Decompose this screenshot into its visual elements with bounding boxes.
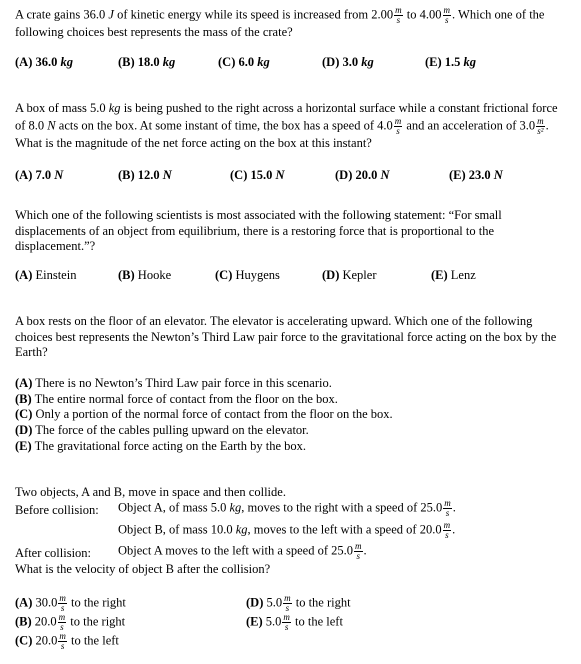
q5-option-a[interactable]: (A) 30.0 $\frac{m}{s}$ to the right bbox=[15, 593, 126, 613]
q4-option-b[interactable]: (B) The entire normal force of contact from the floor on the box. bbox=[15, 391, 338, 406]
question-2-stem: A box of mass 5.0 kg is being pushed to the right across a horizontal surface while a constant frictional force of 8.0 N acts on the box. At some instant of time, the box has a speed of 4.0 $\frac{m}{s}$ and an acceleration of 3.0 $\frac{m}{\text{s²}}$ . What is the magnitude of the net force acting on the box at this instant? bbox=[15, 101, 558, 150]
q5-intro: Two objects, A and B, move in space and then collide. bbox=[15, 485, 286, 499]
q5-before-label: Before collision: bbox=[15, 503, 99, 517]
q3-option-a[interactable]: (A) Einstein bbox=[15, 268, 77, 282]
q1-option-d[interactable]: (D) 3.0 kg bbox=[322, 55, 374, 69]
fraction: $\frac{m}{s}$ bbox=[283, 612, 290, 632]
question-4 bbox=[15, 314, 571, 361]
fraction: $\frac{m}{s}$ bbox=[59, 593, 66, 613]
fraction: $\frac{m}{s}$ bbox=[59, 631, 66, 651]
fraction: $\frac{m}{s}$ bbox=[284, 593, 291, 613]
q5-option-e[interactable]: (E) 5.0 $\frac{m}{s}$ to the left bbox=[246, 612, 343, 632]
q2-option-c[interactable]: (C) 15.0 N bbox=[230, 168, 285, 182]
question-4-options bbox=[15, 376, 571, 454]
question-1-stem: A crate gains 36.0 J of kinetic energy while its speed is increased from 2.00 $\frac{m}{s}$ to 4.00 $\frac{m}{s}$ . Which one of the following choices best represents the mass of the crate? bbox=[15, 5, 545, 39]
q3-option-c[interactable]: (C) Huygens bbox=[215, 268, 280, 282]
q3-option-b[interactable]: (B) Hooke bbox=[118, 268, 172, 282]
fraction: $\frac{m}{s}$ bbox=[443, 520, 451, 540]
question-3-stem: Which one of the following scientists is most associated with the following statement: “For small displacements of an object from equilibrium, there is a restoring force that is proportional to the displacement.”? bbox=[15, 208, 502, 254]
q5-option-c[interactable]: (C) 20.0 $\frac{m}{s}$ to the left bbox=[15, 631, 119, 651]
q5-object-a-line: Object A, of mass 5.0 kg, moves to the right with a speed of 25.0 $\frac{m}{s}$ . bbox=[118, 498, 456, 518]
q5-question: What is the velocity of object B after the collision? bbox=[15, 562, 271, 576]
q2-option-a[interactable]: (A) 7.0 N bbox=[15, 168, 64, 182]
q2-option-e[interactable]: (E) 23.0 N bbox=[449, 168, 503, 182]
fraction: $\frac{m}{s}$ bbox=[444, 498, 451, 518]
q2-option-d[interactable]: (D) 20.0 N bbox=[335, 168, 390, 182]
q5-after-line: Object A moves to the left with a speed of 25.0 $\frac{m}{s}$ . bbox=[118, 541, 367, 561]
question-1 bbox=[15, 6, 571, 41]
q5-option-b[interactable]: (B) 20.0 $\frac{m}{s}$ to the right bbox=[15, 612, 126, 632]
fraction: $\frac{m}{s}$ bbox=[394, 115, 402, 136]
question-3 bbox=[15, 208, 571, 255]
fraction: $\frac{m}{s}$ bbox=[395, 5, 402, 25]
q1-option-c[interactable]: (C) 6.0 kg bbox=[218, 55, 270, 69]
q1-option-a[interactable]: (A) 36.0 kg bbox=[15, 55, 73, 69]
q1-option-e[interactable]: (E) 1.5 kg bbox=[425, 55, 477, 69]
q4-option-c[interactable]: (C) Only a portion of the normal force of contact from the floor on the box. bbox=[15, 407, 393, 422]
q2-option-b[interactable]: (B) 12.0 N bbox=[118, 168, 172, 182]
fraction: $\frac{m}{\text{s²}}$ bbox=[537, 115, 544, 136]
fraction: $\frac{m}{s}$ bbox=[355, 541, 362, 561]
q1-option-b[interactable]: (B) 18.0 kg bbox=[118, 55, 176, 69]
q3-option-e[interactable]: (E) Lenz bbox=[431, 268, 476, 282]
q4-option-a[interactable]: (A) There is no Newton’s Third Law pair force in this scenario. bbox=[15, 376, 332, 390]
q4-option-e[interactable]: (E) The gravitational force acting on the Earth by the box. bbox=[15, 438, 307, 453]
q5-after-label: After collision: bbox=[15, 546, 92, 560]
question-4-stem: A box rests on the floor of an elevator. The elevator is accelerating upward. Which one of the following choices best represents the Newton’s Third Law pair force to the gravitational force acting on the box by the Earth? bbox=[15, 314, 557, 360]
question-2 bbox=[15, 101, 571, 151]
q3-option-d[interactable]: (D) Kepler bbox=[322, 268, 377, 282]
fraction: $\frac{m}{s}$ bbox=[58, 612, 66, 632]
q5-option-d[interactable]: (D) 5.0 $\frac{m}{s}$ to the right bbox=[246, 593, 351, 613]
fraction: $\frac{m}{s}$ bbox=[443, 5, 451, 25]
q5-object-b-line: Object B, of mass 10.0 kg, moves to the left with a speed of 20.0 $\frac{m}{s}$ . bbox=[118, 520, 456, 540]
q4-option-d[interactable]: (D) The force of the cables pulling upward on the elevator. bbox=[15, 422, 309, 437]
